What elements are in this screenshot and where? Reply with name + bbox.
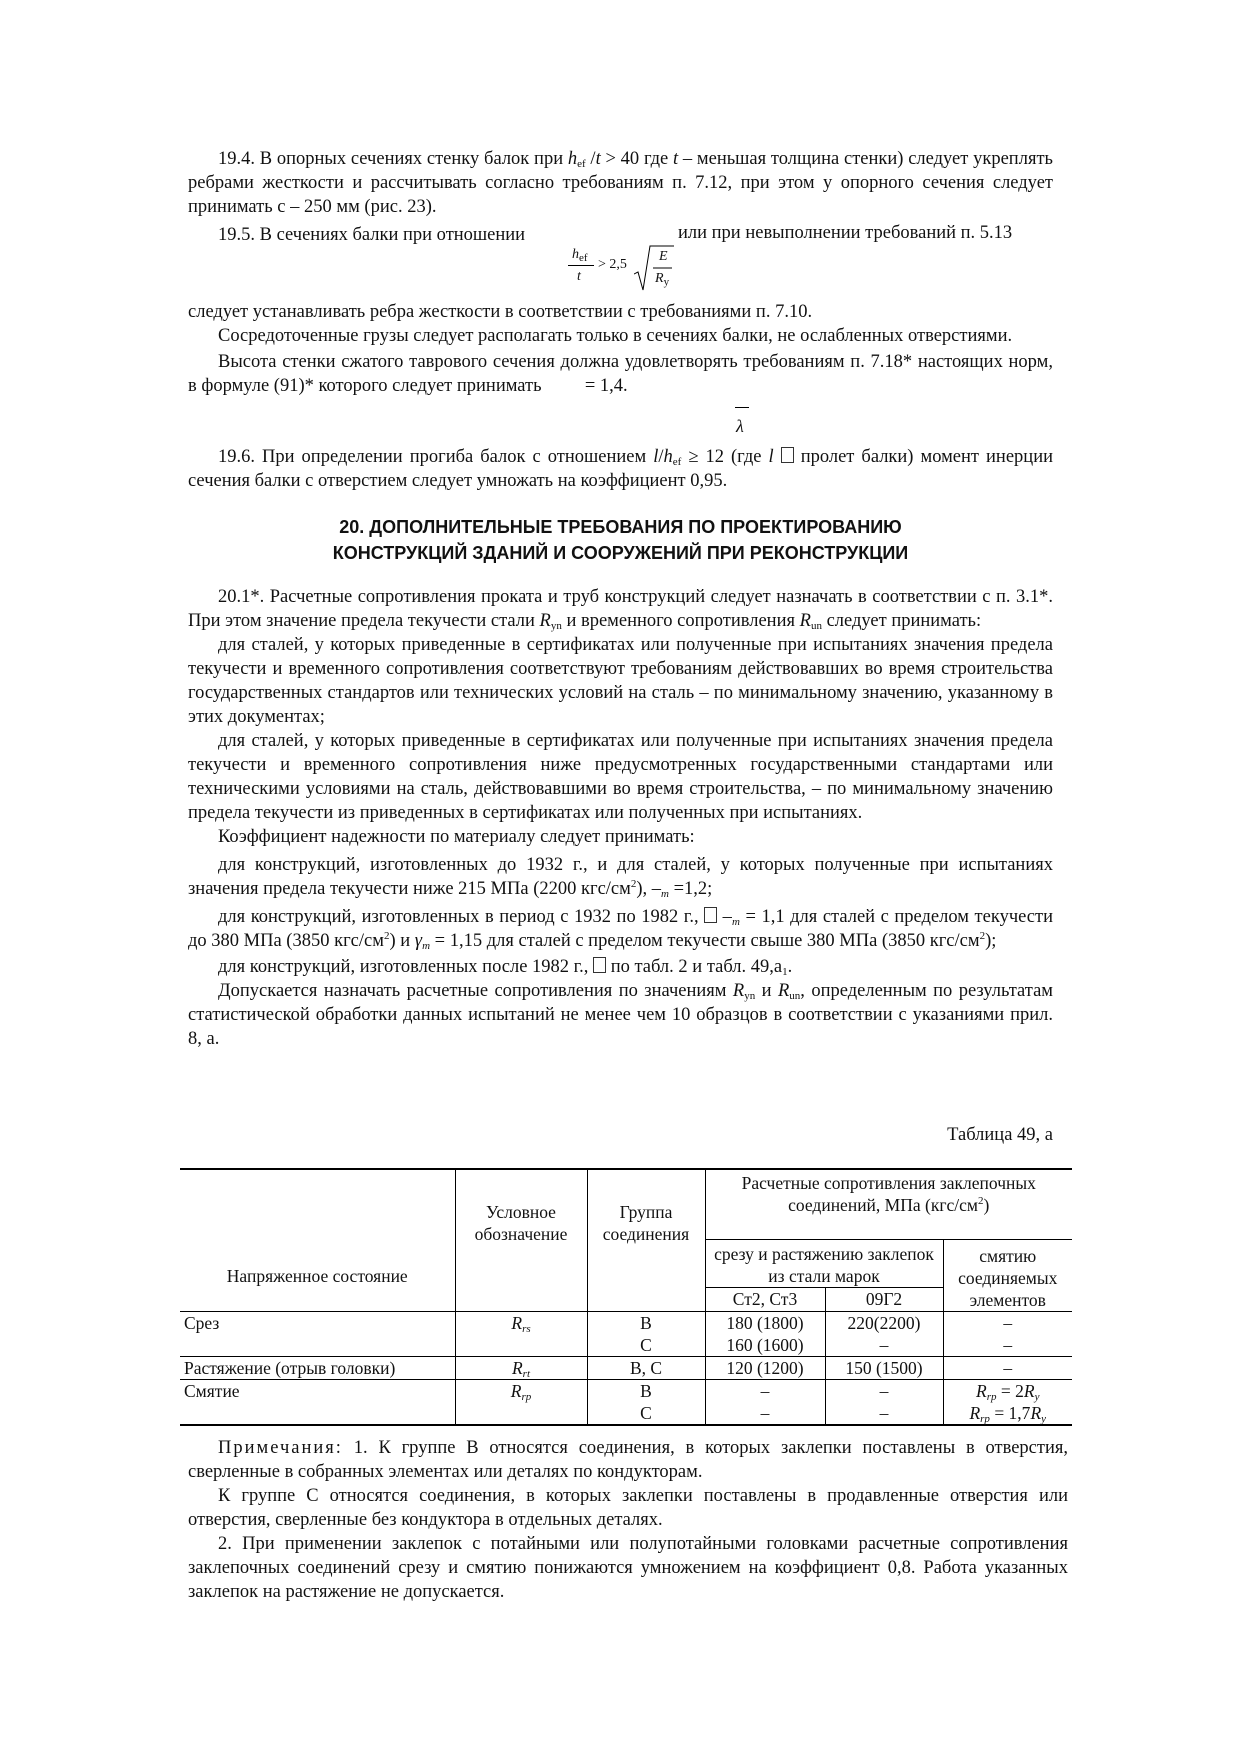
symbol-r: R — [777, 981, 790, 1001]
symbol-l: l — [653, 447, 659, 467]
text: = 1,4. — [584, 376, 628, 396]
value: 220(2200) — [847, 1312, 921, 1333]
text: > 40 где — [600, 149, 673, 169]
formula-operator: > 2,5 — [598, 257, 627, 272]
value: 180 (1800) — [726, 1312, 804, 1333]
value — [948, 1402, 1069, 1424]
header-bearing: смятию соединяемых элементов — [943, 1239, 1072, 1311]
text: = 2 — [996, 1380, 1024, 1401]
table-caption: Таблица 49, а — [947, 1125, 1053, 1145]
cell-st — [705, 1311, 825, 1356]
symbol-e: E — [659, 249, 668, 264]
subscript: ef — [579, 252, 588, 264]
value: B — [640, 1312, 652, 1333]
symbol-r: R — [539, 611, 551, 631]
paragraph-steel-1: для сталей, у которых приведенные в сертификатах или полученные при испытаниях значения предела текучести и временного сопротивления соответствуют требованиям действовавших во время строительства государственных стандартов или технических условий на сталь – по минимальному значению, указанному в этих документах; — [188, 635, 1053, 727]
cell-state: Срез — [180, 1311, 455, 1356]
paragraph-19-5-continuation: или при невыполнении требований п. 5.13 — [678, 223, 1013, 243]
header-main — [705, 1169, 1072, 1239]
text: и временного сопротивления — [561, 611, 800, 631]
paragraph-19-4 — [188, 147, 1053, 219]
value: B — [640, 1380, 652, 1401]
text: 19.6. При определении прогиба балок с отношением — [218, 447, 654, 467]
text: ) — [983, 1195, 990, 1215]
header-st2-st3: Ст2, Ст3 — [705, 1287, 825, 1311]
text: 19.5. В сечениях балки при отношении — [218, 225, 526, 245]
text: = 1,1 для сталей с пределом текучести до 380 МПа (3850 кгс/см — [188, 907, 1053, 951]
symbol-r: R — [511, 1357, 523, 1378]
text: 20.1*. Расчетные сопротивления проката и труб конструкций следует назначать в соответствии с п. 3.1*. При этом значение предела текучести стали — [188, 587, 1053, 631]
symbol-gamma-garbled: – — [651, 879, 662, 899]
subscript: rt — [522, 1367, 531, 1380]
subscript: y — [1041, 1412, 1047, 1425]
text: для конструкций, изготовленных после 1982 г., — [218, 957, 594, 977]
lambda-overbar — [735, 407, 749, 408]
cell-symbol — [455, 1356, 587, 1379]
symbol-t: t — [595, 149, 601, 169]
cell-bearing: – — [943, 1356, 1072, 1379]
cell-state: Растяжение (отрыв головки) — [180, 1356, 455, 1379]
heading-line: 20. ДОПОЛНИТЕЛЬНЫЕ ТРЕБОВАНИЯ ПО ПРОЕКТИРОВАНИЮ — [339, 517, 902, 537]
value: – — [879, 1334, 889, 1355]
header-09g2: 09Г2 — [825, 1287, 943, 1311]
symbol-gamma-garbled: – — [717, 907, 732, 927]
cell-symbol — [455, 1311, 587, 1356]
symbol-r: R — [510, 1380, 522, 1401]
cell-state: Смятие — [180, 1379, 455, 1425]
value: – — [760, 1380, 770, 1401]
table-notes — [188, 1436, 1068, 1604]
value: – — [879, 1380, 889, 1401]
text: Допускается назначать расчетные сопротивления по значениям — [218, 981, 733, 1001]
value: C — [640, 1334, 652, 1355]
text: . — [787, 957, 793, 977]
cell-symbol — [455, 1379, 587, 1425]
subscript: m — [422, 940, 431, 952]
text: 19.4. В опорных сечениях стенку балок при — [218, 149, 568, 169]
subscript: m — [661, 888, 669, 900]
header-shear: срезу и растяжению заклепок из стали марок — [705, 1239, 943, 1287]
table-header-row — [180, 1169, 1072, 1239]
value: – — [879, 1402, 889, 1423]
text: по табл. 2 и табл. 49,а — [606, 957, 783, 977]
note-1b: К группе С относятся соединения, в которых заклепки поставлены в продавленные отверстия или отверстия, сверленные без кондуктора в отдельных деталях. — [188, 1486, 1068, 1530]
text: следует принимать: — [821, 611, 982, 631]
symbol-r: R — [655, 271, 664, 286]
cell-group: B, C — [587, 1356, 705, 1379]
subscript: un — [810, 620, 822, 632]
text: Расчетные сопротивления заклепочных соединений, МПа (кгс/см — [741, 1173, 1036, 1215]
paragraph-19-6 — [188, 445, 1053, 493]
missing-glyph-box — [593, 957, 606, 973]
text: = 1,15 для сталей с пределом текучести свыше 380 МПа (3850 кгс/см — [430, 931, 980, 951]
symbol-r: R — [1023, 1380, 1035, 1401]
cell-st: 120 (1200) — [705, 1356, 825, 1379]
header-symbol: Условное обозначение — [455, 1169, 587, 1311]
symbol-r: R — [1030, 1402, 1042, 1423]
subscript: ef — [577, 158, 586, 170]
text: для конструкций, изготовленных в период с 1932 по 1982 г., — [218, 907, 705, 927]
superscript: 2 — [630, 878, 637, 890]
value: – — [1003, 1334, 1013, 1355]
text: / — [585, 149, 596, 169]
cell-09g2 — [825, 1379, 943, 1425]
symbol-r: R — [799, 611, 811, 631]
table-49a — [180, 1168, 1072, 1426]
paragraph-loads: Сосредоточенные грузы следует располагать только в сечениях балки, не ослабленных отверстиями. — [218, 326, 1013, 346]
subscript: rs — [522, 1322, 531, 1335]
header-group: Группа соединения — [587, 1169, 705, 1311]
paragraph-19-5-end — [188, 300, 1053, 398]
value — [948, 1380, 1069, 1402]
subscript: rp — [521, 1390, 532, 1403]
cell-group — [587, 1379, 705, 1425]
symbol-t: t — [673, 149, 679, 169]
paragraph-20-1 — [188, 585, 1053, 1051]
subscript: y — [663, 276, 670, 288]
text: – меньшая толщина стенки) следует укреплять ребрами жесткости и рассчитывать согласно требованиям п. 7.12, при этом у опорного сечения следует принимать с – 250 мм (рис. 23). — [188, 149, 1053, 217]
symbol-gamma: γ — [414, 931, 423, 951]
symbol-h: h — [567, 149, 578, 169]
superscript: 2 — [383, 930, 390, 942]
note-2: 2. При применении заклепок с потайными или полупотайными головками расчетные сопротивления заклепочных соединений срезу и смятию понижаются умножением на коэффициент 0,8. Работа указанных заклепок на растяжение не допускается. — [188, 1534, 1068, 1602]
table-row-bearing — [180, 1379, 1072, 1425]
missing-glyph-box — [704, 907, 717, 923]
cell-st — [705, 1379, 825, 1425]
text: ); — [985, 931, 997, 951]
text: = 1,7 — [989, 1402, 1031, 1423]
text: для конструкций, изготовленных до 1932 г., и для сталей, у которых полученные при испытаниях значения предела текучести ниже 215 МПа (2200 кгс/см — [188, 855, 1053, 899]
text: Высота стенки сжатого таврового сечения должна удовлетворять требованиям п. 7.18* настоящих норм, в формуле (91)* которого следует принимать — [188, 352, 1053, 396]
heading-line: КОНСТРУКЦИЙ ЗДАНИЙ И СООРУЖЕНИЙ ПРИ РЕКОНСТРУКЦИИ — [332, 543, 909, 563]
subscript: yn — [744, 990, 756, 1002]
text: и — [755, 981, 778, 1001]
missing-glyph-box — [781, 447, 794, 463]
header-state: Напряженное состояние — [180, 1169, 455, 1311]
text: пролет балки) момент инерции сечения балки с отверстием следует умножать на коэффициент 0,95. — [188, 447, 1053, 491]
subscript: rp — [980, 1412, 990, 1425]
text: ) и — [389, 931, 415, 951]
subscript: y — [1034, 1390, 1040, 1403]
subscript: yn — [550, 620, 562, 632]
paragraph-steel-2: для сталей, у которых приведенные в сертификатах или полученные при испытаниях значения предела текучести и временного сопротивления ниже предусмотренных государственными стандартами или техническими условиями на сталь, действовавшими во время строительства, – по минимальному значению предела текучести из приведенных в сертификатах или полученных при испытаниях. — [188, 731, 1053, 823]
note-1: 1. К группе В относятся соединения, в которых заклепки поставлены в отверстия, сверленные в собранных элементах или деталях по кондукторам. — [188, 1438, 1068, 1482]
subscript: un — [789, 990, 801, 1002]
table-row-tension — [180, 1356, 1072, 1379]
symbol-h: h — [663, 447, 673, 467]
symbol-l: l — [768, 447, 774, 467]
subscript: 1 — [782, 966, 788, 978]
text: следует устанавливать ребра жесткости в соответствии с требованиями п. 7.10. — [188, 302, 813, 322]
symbol-h: h — [572, 247, 579, 262]
value: – — [760, 1402, 770, 1423]
text: , определенным по результатам статистической обработки данных испытаний не менее чем 10 образцов в соответствии с указаниями прил. 8, а. — [188, 981, 1053, 1049]
subscript: ef — [672, 456, 682, 468]
symbol-r: R — [976, 1380, 987, 1401]
table-row-shear — [180, 1311, 1072, 1356]
symbol-r: R — [511, 1312, 523, 1333]
cell-09g2 — [825, 1311, 943, 1356]
subscript: m — [731, 916, 740, 928]
symbol-r: R — [732, 981, 745, 1001]
symbol-t: t — [577, 269, 581, 284]
cell-bearing — [943, 1311, 1072, 1356]
value: 160 (1600) — [726, 1334, 804, 1355]
text: ), — [636, 879, 652, 899]
notes-label: Примечания: — [218, 1438, 343, 1458]
cell-bearing — [943, 1379, 1072, 1425]
symbol-r: R — [969, 1402, 981, 1423]
cell-group — [587, 1311, 705, 1356]
section-heading-20 — [188, 514, 1053, 566]
value: – — [1003, 1312, 1013, 1333]
symbol-lambda: λ — [736, 416, 744, 436]
fraction-bar — [568, 265, 594, 266]
cell-09g2: 150 (1500) — [825, 1356, 943, 1379]
value: C — [640, 1402, 652, 1423]
text: / — [658, 447, 664, 467]
text: ≥ 12 (где — [681, 447, 769, 467]
superscript: 2 — [979, 930, 986, 942]
text: =1,2; — [668, 879, 713, 899]
subscript: rp — [986, 1390, 997, 1403]
paragraph-coefficient: Коэффициент надежности по материалу следует принимать: — [218, 827, 695, 847]
formula-hef-t — [562, 244, 672, 294]
superscript: 2 — [978, 1195, 984, 1207]
